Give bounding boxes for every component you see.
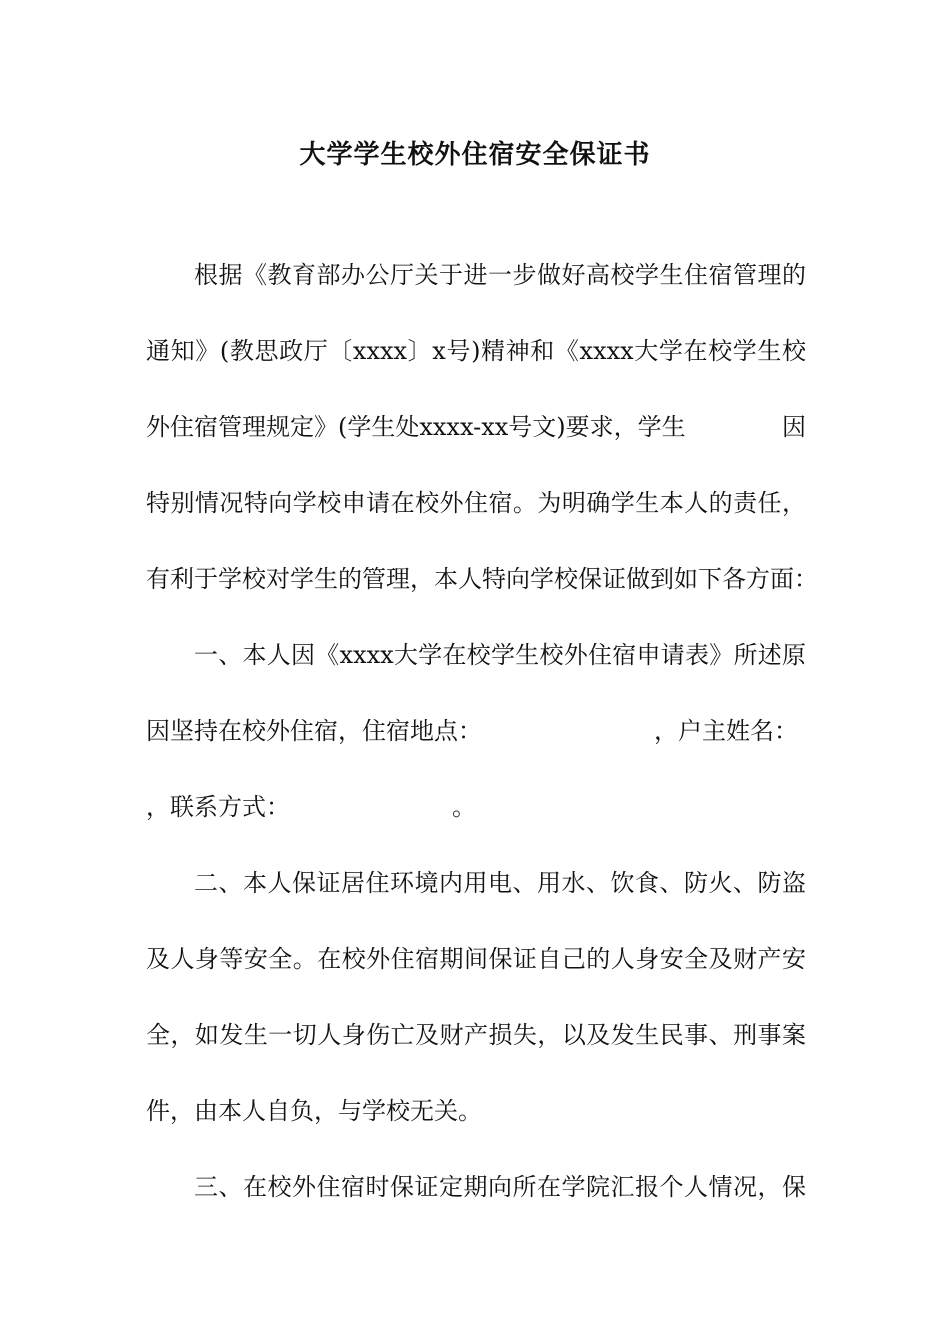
document-title: 大学学生校外住宿安全保证书 <box>299 140 651 170</box>
paragraph-line: 特别情况特向学校申请在校外住宿。为明确学生本人的责任， <box>146 489 806 517</box>
paragraph-line: 三、在校外住宿时保证定期向所在学院汇报个人情况，保 <box>194 1173 806 1201</box>
paragraph-line: 因坚持在校外住宿，住宿地点： <box>146 717 482 745</box>
paragraph-line: 全，如发生一切人身伤亡及财产损失，以及发生民事、刑事案 <box>146 1021 806 1049</box>
paragraph-line-fragment: 。 <box>452 793 476 821</box>
paragraph-line: 件，由本人自负，与学校无关。 <box>146 1097 482 1125</box>
paragraph-line: 外住宿管理规定》(学生处xxxx-xx号文)要求，学生 <box>146 413 686 441</box>
paragraph-line-fragment: ，户主姓名： <box>654 717 798 745</box>
paragraph-line-fragment: 因 <box>782 413 806 441</box>
paragraph-line: 有利于学校对学生的管理，本人特向学校保证做到如下各方面： <box>146 565 818 593</box>
paragraph-line: 二、本人保证居住环境内用电、用水、饮食、防火、防盗 <box>194 869 806 897</box>
paragraph-line: ，联系方式： <box>146 793 290 821</box>
paragraph-line: 通知》(教思政厅〔xxxx〕x号)精神和《xxxx大学在校学生校 <box>146 337 806 365</box>
paragraph-line: 一、本人因《xxxx大学在校学生校外住宿申请表》所述原 <box>194 641 806 669</box>
paragraph-line: 根据《教育部办公厅关于进一步做好高校学生住宿管理的 <box>194 261 806 289</box>
paragraph-line: 及人身等安全。在校外住宿期间保证自己的人身安全及财产安 <box>146 945 806 973</box>
